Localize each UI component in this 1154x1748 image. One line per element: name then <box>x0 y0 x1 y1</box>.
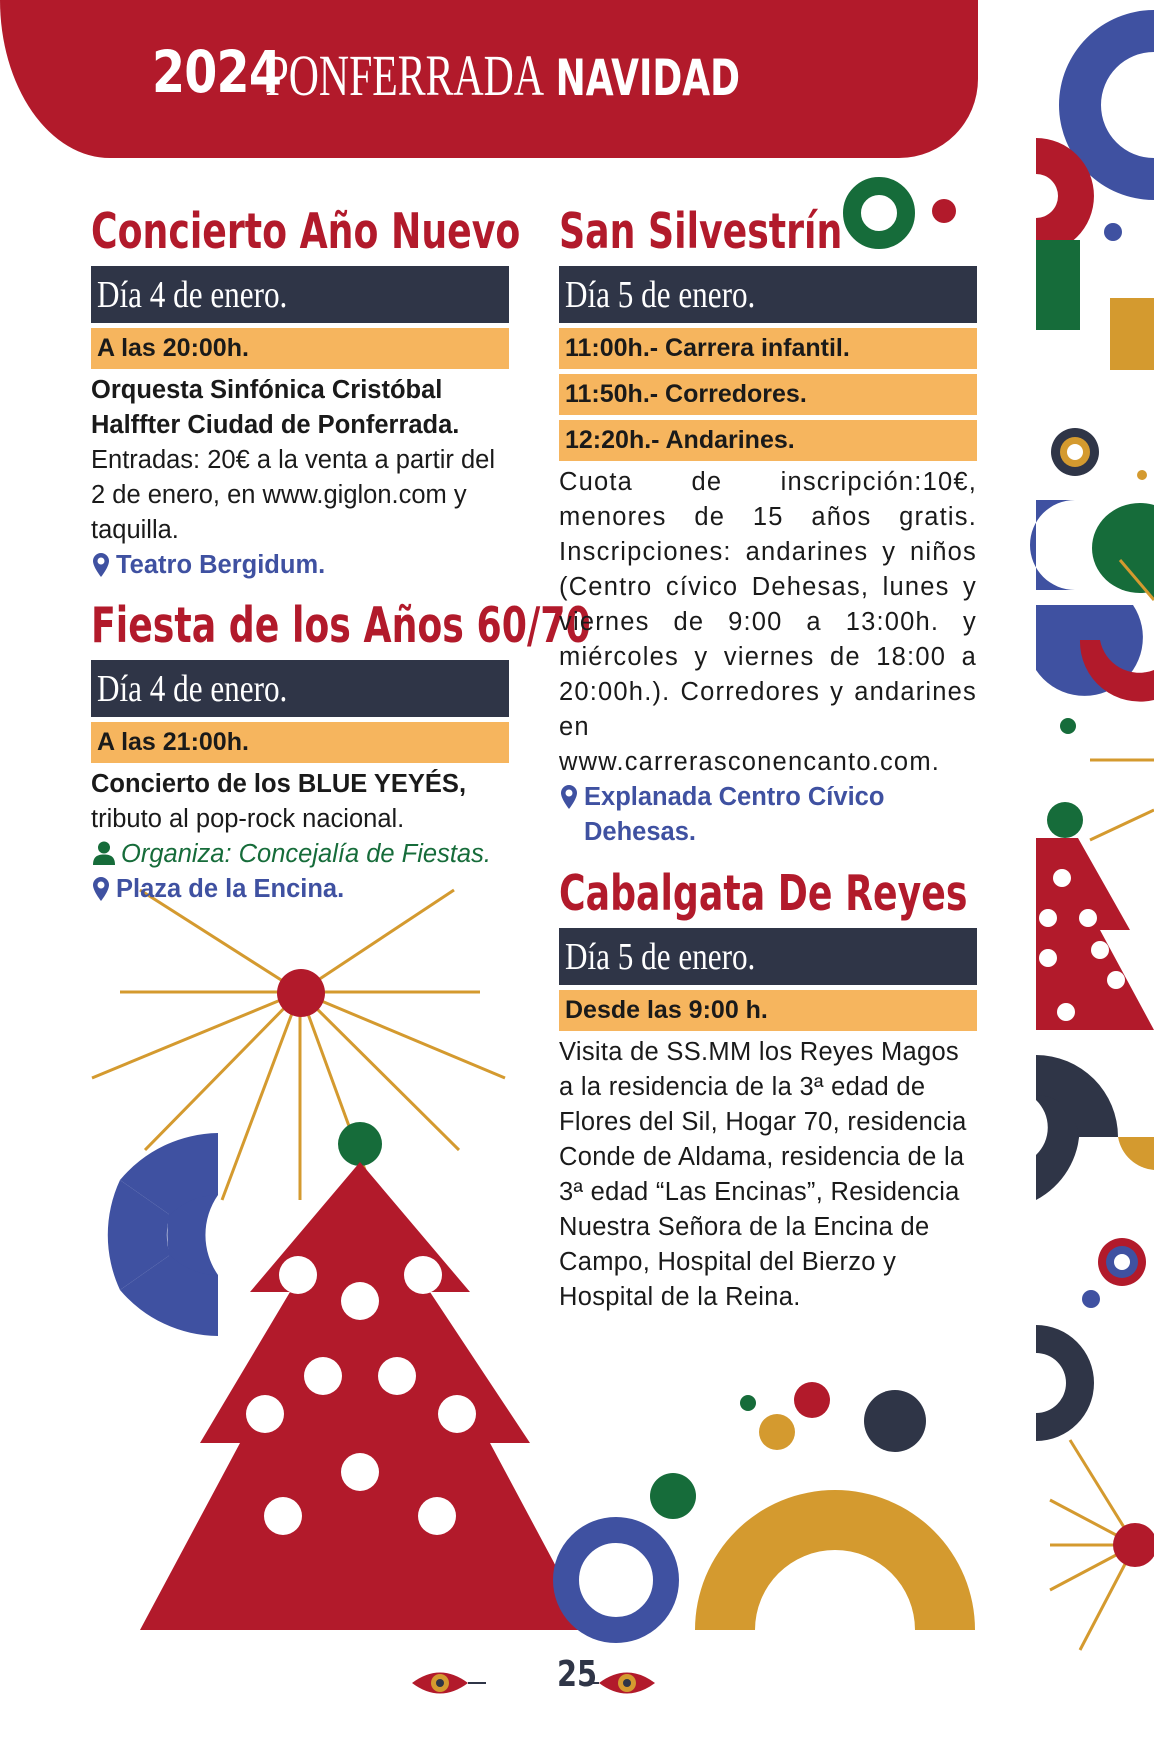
event-organizer-text: Organiza: Concejalía de Fiestas. <box>121 840 491 868</box>
event-concierto-ano-nuevo <box>91 203 521 583</box>
location-pin-icon <box>561 785 577 809</box>
event-details: Visita de SS.MM los Reyes Magos a la residencia de la 3ª edad de Flores del Sil, Hogar 70, residencia Conde de Aldama, residencia de la 3ª edad “Las Encinas”, Residencia Nuestra Señora de la Encina de Campo, Hospital del Bierzo y Hospital de la Reina. <box>559 1038 967 1311</box>
event-day-bar <box>559 928 977 985</box>
event-title: Concierto Año Nuevo <box>91 203 521 260</box>
header-brand <box>265 42 740 109</box>
event-performer: Orquesta Sinfónica Cristóbal Halffter Ciudad de Ponferrada. <box>91 376 460 439</box>
location-pin-icon <box>93 553 109 577</box>
brand-bold: NAVIDAD <box>555 49 740 107</box>
event-day: Día 5 de enero. <box>565 935 756 978</box>
event-description <box>91 373 509 548</box>
event-title: Fiesta de los Años 60/70 <box>91 597 591 654</box>
event-time: A las 21:00h. <box>91 722 509 763</box>
event-time: 11:00h.- Carrera infantil. <box>559 328 977 369</box>
event-day-bar <box>559 266 977 323</box>
event-cabalgata-de-reyes <box>559 866 977 1315</box>
event-location-text: Teatro Bergidum. <box>116 551 326 579</box>
event-day: Día 5 de enero. <box>565 273 756 316</box>
event-description <box>91 767 509 837</box>
brand-light: PONFERRADA <box>265 43 544 108</box>
event-title: Cabalgata De Reyes <box>559 865 968 922</box>
event-day: Día 4 de enero. <box>97 273 288 316</box>
event-location <box>559 780 977 850</box>
event-performer: Concierto de los BLUE YEYÉS, <box>91 770 467 798</box>
event-location <box>91 548 509 583</box>
page-header <box>0 0 978 158</box>
location-pin-icon <box>93 877 109 901</box>
event-title: San Silvestrín <box>559 203 843 260</box>
event-details: tributo al pop-rock nacional. <box>91 805 405 833</box>
event-time: Desde las 9:00 h. <box>559 990 977 1031</box>
header-year: 2024 <box>152 38 282 106</box>
event-day-bar <box>91 660 509 717</box>
event-day: Día 4 de enero. <box>97 667 288 710</box>
event-organizer <box>91 837 509 872</box>
event-san-silvestrin <box>559 204 977 850</box>
person-icon <box>93 841 115 865</box>
page-number: 25 <box>556 1654 598 1695</box>
event-location <box>91 872 509 907</box>
event-day-bar <box>91 266 509 323</box>
event-fiesta-anos-60-70 <box>91 597 591 907</box>
event-location-text: Plaza de la Encina. <box>116 875 345 903</box>
event-time: A las 20:00h. <box>91 328 509 369</box>
event-time: 11:50h.- Corredores. <box>559 374 977 415</box>
event-location-text: Explanada Centro Cívico Dehesas. <box>584 783 885 846</box>
event-details: Entradas: 20€ a la venta a partir del 2 de enero, en www.giglon.com y taquilla. <box>91 446 496 544</box>
event-time: 12:20h.- Andarines. <box>559 420 977 461</box>
event-details: Cuota de inscripción:10€, menores de 15 años gratis. Inscripciones: andarines y niños (Centro cívico Dehesas, lunes y viernes de 9:00 a 13:00h. y miércoles y viernes de 18:00 a 20:00h.). Corredores y andarines en www.carrerasconencanto.com. <box>559 468 977 776</box>
